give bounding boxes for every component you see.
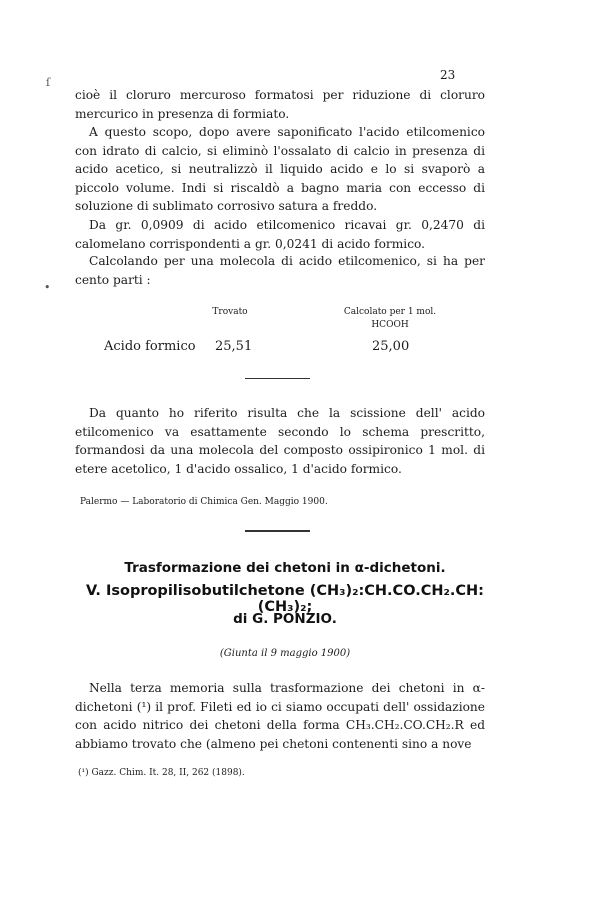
table-row-calc: 25,00 bbox=[372, 339, 410, 354]
received-date: (Giunta il 9 maggio 1900) bbox=[219, 648, 351, 659]
article-divider bbox=[245, 530, 310, 532]
article-author: di G. PONZIO. bbox=[233, 611, 337, 627]
table-header-found: Trovato bbox=[212, 307, 248, 317]
margin-mark-icon: ſ bbox=[46, 76, 51, 89]
table-row-label: Acido formico bbox=[104, 339, 196, 354]
table-row-found: 25,51 bbox=[215, 339, 253, 354]
paragraph-conclusion: Da quanto ho riferito risulta che la scissione dell' acido etilcomenico va esattamente secondo lo schema prescritto, formandosi da una molecola del composto ossipironico 1 mol. di etere acetolico, 1 d'acido ossalico, 1 d'acido formico. bbox=[75, 406, 485, 476]
section-divider bbox=[245, 378, 310, 379]
source-line: Palermo — Laboratorio di Chimica Gen. Maggio 1900. bbox=[80, 497, 328, 507]
paragraph-2: A questo scopo, dopo avere saponificato l'acido etilcomenico con idrato di calcio, si eliminò l'ossalato di calcio in presenza di acido acetico, si neutralizzò il liquido acido e lo si svaporò a piccolo volume. Indi si riscaldò a bagno maria con eccesso di soluzione di sublimato corrosivo satura a freddo. bbox=[75, 125, 485, 214]
article-title: Trasformazione dei chetoni in α-dichetoni. bbox=[124, 560, 446, 576]
page-number: 23 bbox=[440, 68, 456, 82]
paragraph-4: Calcolando per una molecola di acido etilcomenico, si ha per cento parti : bbox=[75, 254, 485, 287]
article-subtitle: V. Isopropilisobutilchetone (CH₃)₂:CH.CO.CH₂.CH:(CH₃)₂; bbox=[86, 583, 484, 615]
table-header-calc: Calcolato per 1 mol. bbox=[343, 307, 437, 317]
paragraph-3: Da gr. 0,0909 di acido etilcomenico ricavai gr. 0,2470 di calomelano corrispondenti a gr. 0,0241 di acido formico. bbox=[75, 218, 485, 251]
footnote: (¹) Gazz. Chim. It. 28, II, 262 (1898). bbox=[78, 768, 245, 778]
paragraph-1: cioè il cloruro mercuroso formatosi per riduzione di cloruro mercurico in presenza di formiato. bbox=[75, 88, 485, 121]
article-body: Nella terza memoria sulla trasformazione dei chetoni in α-dichetoni (¹) il prof. Fileti ed io ci siamo occupati dell' ossidazione con acido nitrico dei chetoni della forma CH₃.CH₂.CO.CH₂.R ed abbiamo trovato che (almeno pei chetoni contenenti sino a nove bbox=[75, 681, 485, 751]
table-header-formula: HCOOH bbox=[371, 320, 409, 330]
margin-dot-icon: • bbox=[44, 281, 51, 294]
